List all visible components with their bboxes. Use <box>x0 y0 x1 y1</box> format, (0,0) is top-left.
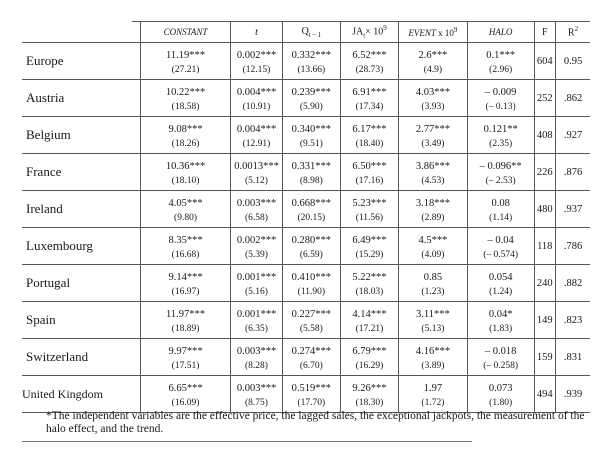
coefficient-cell: 0.054 <box>467 265 534 284</box>
t-stat-cell: (1.72) <box>398 394 467 413</box>
country-label: United Kingdom <box>22 376 140 413</box>
t-stat-cell: (6.35) <box>231 320 283 339</box>
header-constant: CONSTANT <box>140 22 230 43</box>
header-r2-base: R <box>567 27 575 39</box>
coefficient-cell: – 0.096** <box>467 154 534 173</box>
t-stat-cell: (9.80) <box>140 209 230 228</box>
coefficient-cell: 10.22*** <box>140 80 230 99</box>
header-q-base: Q <box>301 25 309 37</box>
table-row-estimates <box>22 339 590 358</box>
coefficient-cell: 4.14*** <box>340 302 398 321</box>
t-stat-cell: (12.91) <box>231 135 283 154</box>
table-row-estimates <box>22 302 590 321</box>
t-stat-cell: (1.23) <box>398 283 467 302</box>
coefficient-cell: 0.410*** <box>282 265 340 284</box>
t-stat-cell: (– 0.574) <box>467 246 534 265</box>
header-halo: HALO <box>467 22 534 43</box>
coefficient-cell: 0.001*** <box>231 265 283 284</box>
t-stat-cell: (17.16) <box>340 172 398 191</box>
t-stat-cell: (15.29) <box>340 246 398 265</box>
table-row-estimates <box>22 154 590 173</box>
r2-cell: .786 <box>556 228 591 265</box>
coefficient-cell: 1.97 <box>398 376 467 395</box>
f-stat-cell: 149 <box>534 302 556 339</box>
coefficient-cell: 0.003*** <box>231 339 283 358</box>
coefficient-cell: 0.002*** <box>231 228 283 247</box>
country-label: Ireland <box>22 191 140 228</box>
coefficient-cell: 0.519*** <box>282 376 340 395</box>
coefficient-cell: 0.85 <box>398 265 467 284</box>
country-label: Belgium <box>22 117 140 154</box>
r2-cell: .876 <box>556 154 591 191</box>
header-ja-exp: 9 <box>383 24 387 33</box>
coefficient-cell: 9.08*** <box>140 117 230 136</box>
r2-cell: .939 <box>556 376 591 413</box>
coefficient-cell: 6.17*** <box>340 117 398 136</box>
country-label: Austria <box>22 80 140 117</box>
t-stat-cell: (4.9) <box>398 61 467 80</box>
t-stat-cell: (8.28) <box>231 357 283 376</box>
t-stat-cell: (20.15) <box>282 209 340 228</box>
t-stat-cell: (13.66) <box>282 61 340 80</box>
coefficient-cell: 0.331*** <box>282 154 340 173</box>
header-ja <box>340 22 398 43</box>
coefficient-cell: 4.16*** <box>398 339 467 358</box>
t-stat-cell: (17.70) <box>282 394 340 413</box>
coefficient-cell: 0.004*** <box>231 117 283 136</box>
t-stat-cell: (4.09) <box>398 246 467 265</box>
t-stat-cell: (16.09) <box>140 394 230 413</box>
t-stat-cell: (4.53) <box>398 172 467 191</box>
header-r2 <box>556 22 591 43</box>
t-stat-cell: (18.89) <box>140 320 230 339</box>
country-label: Portugal <box>22 265 140 302</box>
t-stat-cell: (11.56) <box>340 209 398 228</box>
coefficient-cell: 2.6*** <box>398 43 467 62</box>
f-stat-cell: 480 <box>534 191 556 228</box>
t-stat-cell: (1.24) <box>467 283 534 302</box>
country-label: France <box>22 154 140 191</box>
t-stat-cell: (3.49) <box>398 135 467 154</box>
t-stat-cell: (11.90) <box>282 283 340 302</box>
t-stat-cell: (5.58) <box>282 320 340 339</box>
country-label: Switzerland <box>22 339 140 376</box>
coefficient-cell: 2.77*** <box>398 117 467 136</box>
coefficient-cell: 6.79*** <box>340 339 398 358</box>
f-stat-cell: 494 <box>534 376 556 413</box>
t-stat-cell: (18.03) <box>340 283 398 302</box>
table-row-estimates <box>22 191 590 210</box>
t-stat-cell: (5.16) <box>231 283 283 302</box>
table-body <box>22 43 590 413</box>
t-stat-cell: (16.68) <box>140 246 230 265</box>
t-stat-cell: (18.26) <box>140 135 230 154</box>
regression-table <box>22 22 590 413</box>
r2-cell: 0.95 <box>556 43 591 80</box>
t-stat-cell: (9.51) <box>282 135 340 154</box>
t-stat-cell: (5.39) <box>231 246 283 265</box>
coefficient-cell: – 0.018 <box>467 339 534 358</box>
t-stat-cell: (8.98) <box>282 172 340 191</box>
coefficient-cell: – 0.04 <box>467 228 534 247</box>
r2-cell: .927 <box>556 117 591 154</box>
coefficient-cell: 0.04* <box>467 302 534 321</box>
coefficient-cell: 6.50*** <box>340 154 398 173</box>
header-q-sub: t − 1 <box>308 30 322 39</box>
t-stat-cell: (5.12) <box>231 172 283 191</box>
f-stat-cell: 252 <box>534 80 556 117</box>
t-stat-cell: (– 0.258) <box>467 357 534 376</box>
coefficient-cell: 0.004*** <box>231 80 283 99</box>
t-stat-cell: (18.10) <box>140 172 230 191</box>
coefficient-cell: – 0.009 <box>467 80 534 99</box>
t-stat-cell: (2.35) <box>467 135 534 154</box>
t-stat-cell: (– 2.53) <box>467 172 534 191</box>
r2-cell: .937 <box>556 191 591 228</box>
header-ja-sub: t <box>363 31 366 40</box>
coefficient-cell: 11.97*** <box>140 302 230 321</box>
t-stat-cell: (6.70) <box>282 357 340 376</box>
coefficient-cell: 6.49*** <box>340 228 398 247</box>
coefficient-cell: 4.05*** <box>140 191 230 210</box>
coefficient-cell: 0.340*** <box>282 117 340 136</box>
header-ja-base: JA <box>352 26 364 38</box>
t-stat-cell: (5.13) <box>398 320 467 339</box>
r2-cell: .862 <box>556 80 591 117</box>
f-stat-cell: 226 <box>534 154 556 191</box>
note-rule <box>22 441 472 442</box>
coefficient-cell: 0.073 <box>467 376 534 395</box>
header-r2-exp: 2 <box>574 25 579 34</box>
coefficient-cell: 4.03*** <box>398 80 467 99</box>
coefficient-cell: 0.1*** <box>467 43 534 62</box>
t-stat-cell: (3.89) <box>398 357 467 376</box>
t-stat-cell: (28.73) <box>340 61 398 80</box>
t-stat-cell: (1.80) <box>467 394 534 413</box>
header-row <box>22 22 590 43</box>
coefficient-cell: 3.18*** <box>398 191 467 210</box>
coefficient-cell: 0.274*** <box>282 339 340 358</box>
t-stat-cell: (2.96) <box>467 61 534 80</box>
coefficient-cell: 9.97*** <box>140 339 230 358</box>
t-stat-cell: (2.89) <box>398 209 467 228</box>
country-label: Spain <box>22 302 140 339</box>
coefficient-cell: 0.239*** <box>282 80 340 99</box>
coefficient-cell: 0.08 <box>467 191 534 210</box>
r2-cell: .823 <box>556 302 591 339</box>
coefficient-cell: 3.86*** <box>398 154 467 173</box>
coefficient-cell: 8.35*** <box>140 228 230 247</box>
coefficient-cell: 0.002*** <box>231 43 283 62</box>
header-event <box>398 22 467 43</box>
coefficient-cell: 0.332*** <box>282 43 340 62</box>
f-stat-cell: 118 <box>534 228 556 265</box>
regression-table-container <box>22 22 590 413</box>
coefficient-cell: 6.52*** <box>340 43 398 62</box>
header-country <box>22 22 140 43</box>
coefficient-cell: 0.227*** <box>282 302 340 321</box>
header-ja-times: × 10 <box>365 26 384 38</box>
header-f: F <box>534 22 556 43</box>
country-label: Luxembourg <box>22 228 140 265</box>
t-stat-cell: (– 0.13) <box>467 98 534 117</box>
table-row-estimates <box>22 80 590 99</box>
header-q-lag <box>282 22 340 43</box>
coefficient-cell: 11.19*** <box>140 43 230 62</box>
t-stat-cell: (1.14) <box>467 209 534 228</box>
coefficient-cell: 0.003*** <box>231 376 283 395</box>
t-stat-cell: (16.29) <box>340 357 398 376</box>
coefficient-cell: 9.14*** <box>140 265 230 284</box>
t-stat-cell: (18.40) <box>340 135 398 154</box>
coefficient-cell: 0.668*** <box>282 191 340 210</box>
table-row-estimates <box>22 376 590 395</box>
t-stat-cell: (17.21) <box>340 320 398 339</box>
f-stat-cell: 604 <box>534 43 556 80</box>
t-stat-cell: (17.34) <box>340 98 398 117</box>
coefficient-cell: 4.5*** <box>398 228 467 247</box>
table-row-estimates <box>22 43 590 62</box>
country-label: Europe <box>22 43 140 80</box>
header-event-exp: 9 <box>453 26 458 34</box>
table-row-estimates <box>22 117 590 136</box>
t-stat-cell: (6.59) <box>282 246 340 265</box>
coefficient-cell: 0.003*** <box>231 191 283 210</box>
t-stat-cell: (5.90) <box>282 98 340 117</box>
t-stat-cell: (3.93) <box>398 98 467 117</box>
coefficient-cell: 5.22*** <box>340 265 398 284</box>
t-stat-cell: (6.58) <box>231 209 283 228</box>
coefficient-cell: 5.23*** <box>340 191 398 210</box>
coefficient-cell: 0.001*** <box>231 302 283 321</box>
coefficient-cell: 3.11*** <box>398 302 467 321</box>
table-footnote: *The independent variables are the effective price, the lagged sales, the exceptional jackpots, the measurement of the halo effect, and the trend. <box>46 410 585 435</box>
t-stat-cell: (18.30) <box>340 394 398 413</box>
r2-cell: .882 <box>556 265 591 302</box>
f-stat-cell: 240 <box>534 265 556 302</box>
t-stat-cell: (27.21) <box>140 61 230 80</box>
t-stat-cell: (18.58) <box>140 98 230 117</box>
coefficient-cell: 9.26*** <box>340 376 398 395</box>
table-row-estimates <box>22 265 590 284</box>
header-event-times: x 10 <box>438 28 454 38</box>
f-stat-cell: 159 <box>534 339 556 376</box>
coefficient-cell: 0.121** <box>467 117 534 136</box>
table-row-estimates <box>22 228 590 247</box>
coefficient-cell: 0.280*** <box>282 228 340 247</box>
f-stat-cell: 408 <box>534 117 556 154</box>
coefficient-cell: 6.65*** <box>140 376 230 395</box>
t-stat-cell: (10.91) <box>231 98 283 117</box>
coefficient-cell: 0.0013*** <box>231 154 283 173</box>
t-stat-cell: (17.51) <box>140 357 230 376</box>
header-t: t <box>231 22 283 43</box>
r2-cell: .831 <box>556 339 591 376</box>
t-stat-cell: (1.83) <box>467 320 534 339</box>
coefficient-cell: 10.36*** <box>140 154 230 173</box>
coefficient-cell: 6.91*** <box>340 80 398 99</box>
t-stat-cell: (16.97) <box>140 283 230 302</box>
header-event-base: EVENT <box>408 28 436 38</box>
t-stat-cell: (12.15) <box>231 61 283 80</box>
t-stat-cell: (8.75) <box>231 394 283 413</box>
